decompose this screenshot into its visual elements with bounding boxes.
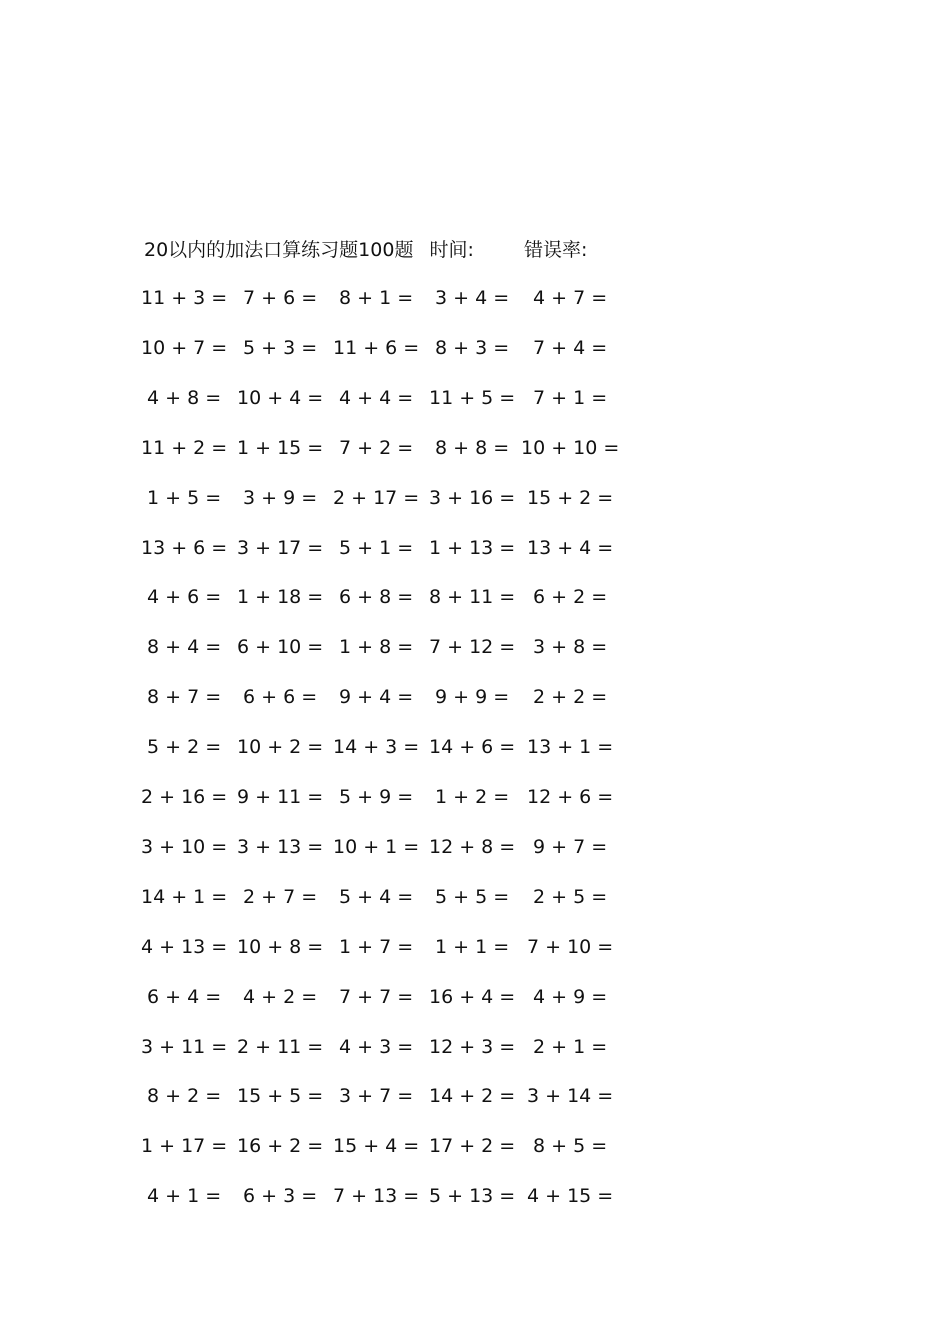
problem-item: 11 + 2 = (141, 436, 228, 459)
problem-item: 1 + 13 = (429, 536, 516, 559)
problem-item: 6 + 6 = (243, 686, 318, 709)
problem-item: 5 + 2 = (147, 736, 222, 759)
problem-item: 4 + 9 = (533, 985, 608, 1008)
problem-item: 4 + 13 = (141, 935, 228, 958)
problem-item: 3 + 11 = (141, 1035, 228, 1058)
problem-item: 3 + 13 = (237, 835, 324, 858)
problem-item: 10 + 1 = (333, 835, 420, 858)
problem-item: 8 + 11 = (429, 586, 516, 609)
problem-item: 9 + 7 = (533, 835, 608, 858)
problem-item: 17 + 2 = (429, 1135, 516, 1158)
problem-item: 3 + 14 = (527, 1085, 614, 1108)
problem-item: 16 + 4 = (429, 985, 516, 1008)
problem-item: 4 + 7 = (533, 287, 608, 309)
problem-item: 5 + 4 = (339, 885, 414, 908)
problem-item: 8 + 1 = (339, 287, 414, 309)
problem-item: 8 + 8 = (435, 436, 510, 459)
problem-item: 1 + 2 = (435, 786, 510, 808)
problem-item: 10 + 2 = (237, 736, 324, 759)
problem-item: 9 + 4 = (339, 686, 414, 709)
problem-item: 7 + 10 = (527, 935, 614, 958)
problem-item: 14 + 6 = (429, 736, 516, 759)
problem-item: 8 + 3 = (435, 336, 510, 359)
problem-item: 6 + 3 = (243, 1185, 318, 1208)
problem-item: 7 + 6 = (243, 287, 318, 309)
problem-item: 2 + 7 = (243, 885, 318, 908)
problem-item: 13 + 6 = (141, 536, 228, 559)
problem-item: 2 + 1 = (533, 1035, 608, 1058)
problem-item: 3 + 16 = (429, 486, 516, 509)
problem-item: 12 + 8 = (429, 835, 516, 858)
problem-item: 8 + 4 = (147, 636, 222, 659)
problem-item: 10 + 10 = (521, 436, 620, 459)
problem-item: 4 + 8 = (147, 386, 222, 409)
problem-item: 7 + 4 = (533, 336, 608, 359)
problem-item: 5 + 3 = (243, 336, 318, 359)
problem-item: 6 + 4 = (147, 985, 222, 1008)
problem-item: 14 + 1 = (141, 885, 228, 908)
problem-item: 11 + 5 = (429, 386, 516, 409)
problem-item: 3 + 17 = (237, 536, 324, 559)
time-label: 时间: (429, 239, 474, 261)
problem-item: 3 + 7 = (339, 1085, 414, 1108)
problem-item: 15 + 4 = (333, 1135, 420, 1158)
problem-item: 1 + 15 = (237, 436, 324, 459)
problem-item: 1 + 7 = (339, 935, 414, 958)
problem-item: 4 + 6 = (147, 586, 222, 609)
problem-item: 3 + 9 = (243, 486, 318, 509)
problem-item: 14 + 3 = (333, 736, 420, 759)
problem-item: 1 + 1 = (435, 935, 510, 958)
problem-item: 5 + 5 = (435, 885, 510, 908)
problem-item: 2 + 5 = (533, 885, 608, 908)
problem-item: 8 + 7 = (147, 686, 222, 709)
problem-item: 11 + 6 = (333, 336, 420, 359)
problem-item: 4 + 2 = (243, 985, 318, 1008)
problem-item: 3 + 8 = (533, 636, 608, 659)
problem-item: 7 + 13 = (333, 1185, 420, 1208)
problem-item: 1 + 17 = (141, 1135, 228, 1158)
problem-item: 7 + 1 = (533, 386, 608, 409)
problem-item: 14 + 2 = (429, 1085, 516, 1108)
problem-item: 2 + 2 = (533, 686, 608, 709)
problem-item: 15 + 2 = (527, 486, 614, 509)
problem-item: 2 + 11 = (237, 1035, 324, 1058)
problem-item: 12 + 6 = (527, 786, 614, 808)
problem-item: 6 + 8 = (339, 586, 414, 609)
problem-item: 6 + 2 = (533, 586, 608, 609)
worksheet-title: 20以内的加法口算练习题100题 (144, 239, 414, 261)
problem-item: 7 + 2 = (339, 436, 414, 459)
problem-item: 8 + 2 = (147, 1085, 222, 1108)
problem-item: 13 + 4 = (527, 536, 614, 559)
problem-item: 2 + 17 = (333, 486, 420, 509)
problem-item: 1 + 5 = (147, 486, 222, 509)
problem-item: 8 + 5 = (533, 1135, 608, 1158)
problem-item: 4 + 4 = (339, 386, 414, 409)
problem-item: 10 + 4 = (237, 386, 324, 409)
problem-item: 5 + 13 = (429, 1185, 516, 1208)
problem-item: 13 + 1 = (527, 736, 614, 759)
problem-item: 3 + 10 = (141, 835, 228, 858)
problem-item: 5 + 9 = (339, 786, 414, 808)
problem-item: 10 + 8 = (237, 935, 324, 958)
problem-item: 3 + 4 = (435, 287, 510, 309)
problem-item: 16 + 2 = (237, 1135, 324, 1158)
problem-item: 2 + 16 = (141, 786, 228, 808)
problem-item: 1 + 8 = (339, 636, 414, 659)
problem-item: 7 + 7 = (339, 985, 414, 1008)
problem-item: 9 + 11 = (237, 786, 324, 808)
problem-item: 4 + 15 = (527, 1185, 614, 1208)
problem-item: 4 + 3 = (339, 1035, 414, 1058)
problem-item: 4 + 1 = (147, 1185, 222, 1208)
problem-item: 5 + 1 = (339, 536, 414, 559)
problem-item: 7 + 12 = (429, 636, 516, 659)
problem-item: 11 + 3 = (141, 287, 228, 309)
error-rate-label: 错误率: (523, 239, 588, 261)
problem-item: 6 + 10 = (237, 636, 324, 659)
problem-item: 12 + 3 = (429, 1035, 516, 1058)
problem-item: 1 + 18 = (237, 586, 324, 609)
problem-item: 10 + 7 = (141, 336, 228, 359)
problem-item: 15 + 5 = (237, 1085, 324, 1108)
problem-item: 9 + 9 = (435, 686, 510, 709)
